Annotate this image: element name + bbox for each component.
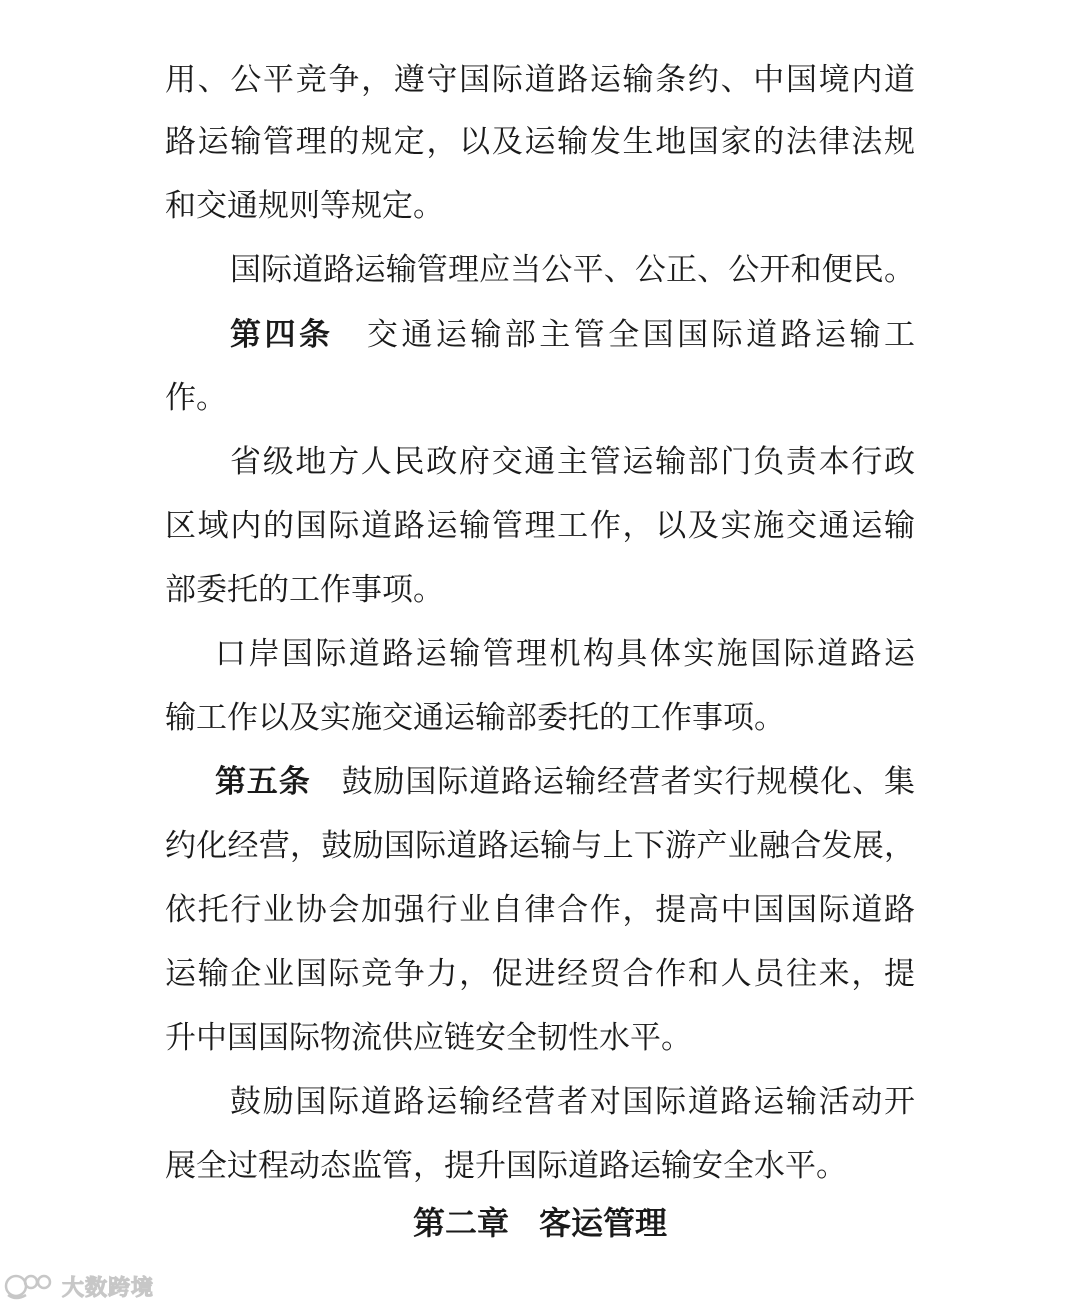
line-text: 鼓励国际道路运输经营者对国际道路运输活动开 (230, 1084, 915, 1120)
body-line (165, 182, 915, 230)
line-text: 国际道路运输管理应当公平、公正、公开和便民。 (230, 252, 915, 288)
body-line (165, 694, 915, 742)
body-line (165, 886, 915, 934)
article-five-line (215, 758, 915, 806)
line-text: 鼓励国际道路运输经营者实行规模化、集 (340, 764, 916, 800)
line-text: 输工作以及实施交通运输部委托的工作事项。 (165, 700, 785, 736)
chapter-heading (0, 1197, 1080, 1249)
paragraph-line (230, 438, 915, 486)
line-text: 约化经营，鼓励国际道路运输与上下游产业融合发展， (165, 828, 915, 864)
line-text: 运输企业国际竞争力，促进经贸合作和人员往来，提 (165, 956, 915, 992)
paragraph-line (230, 246, 915, 294)
body-line (165, 822, 915, 870)
body-line (165, 566, 915, 614)
body-line (165, 502, 915, 550)
line-text: 口岸国际道路运输管理机构具体实施国际道路运 (215, 636, 915, 672)
line-text: 路运输管理的规定，以及运输发生地国家的法律法规 (165, 124, 915, 160)
line-text: 交通运输部主管全国国际道路运输工 (363, 317, 915, 353)
body-line (165, 1014, 915, 1062)
line-text: 和交通规则等规定。 (165, 188, 444, 224)
line-text: 依托行业协会加强行业自律合作，提高中国国际道路 (165, 892, 915, 928)
daxue-logo-icon (4, 1271, 56, 1301)
watermark (4, 1268, 154, 1304)
chapter-title: 客运管理 (539, 1204, 668, 1242)
body-line (165, 950, 915, 998)
article-four-line (230, 311, 915, 359)
body-line (165, 56, 915, 104)
article-heading: 第五条 (215, 764, 311, 800)
paragraph-line (230, 1078, 915, 1126)
line-text: 展全过程动态监管，提升国际道路运输安全水平。 (165, 1148, 847, 1184)
paragraph-line (215, 630, 915, 678)
line-text: 作。 (165, 380, 227, 416)
line-text: 省级地方人民政府交通主管运输部门负责本行政 (230, 444, 915, 480)
line-text: 区域内的国际道路运输管理工作，以及实施交通运输 (165, 508, 915, 544)
chapter-number: 第二章 (412, 1204, 509, 1242)
body-line (165, 1142, 915, 1190)
line-text: 升中国国际物流供应链安全韧性水平。 (165, 1020, 692, 1056)
watermark-text: 大数跨境 (62, 1275, 155, 1301)
line-text: 用、公平竞争，遵守国际道路运输条约、中国境内道 (165, 62, 915, 98)
body-line (165, 374, 915, 422)
body-line (165, 118, 915, 166)
article-heading: 第四条 (230, 317, 334, 353)
line-text: 部委托的工作事项。 (165, 572, 444, 608)
